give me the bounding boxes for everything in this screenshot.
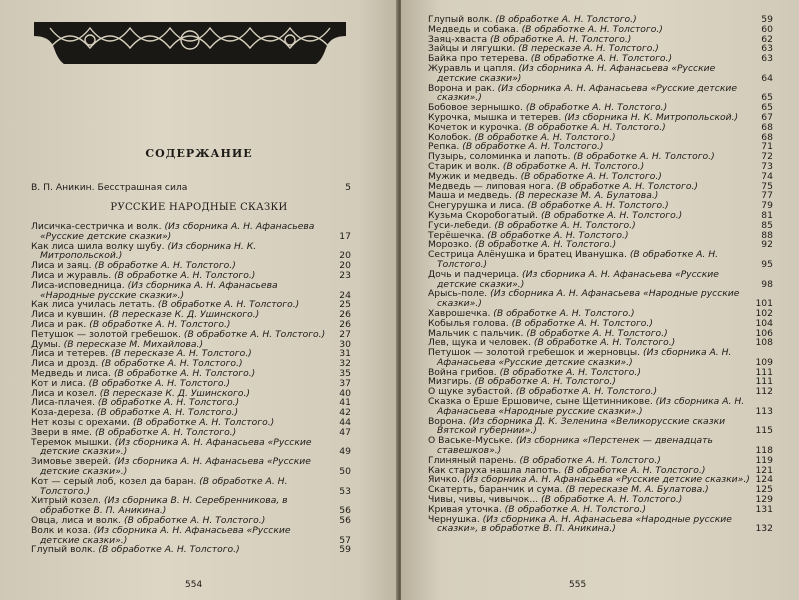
toc-entry (428, 515, 773, 535)
toc-entry-title (31, 496, 329, 516)
toc-entry (31, 496, 351, 516)
toc-entry-note: (В обработке А. Н. Толстого.) (538, 209, 683, 221)
toc-entry-note: (Из сборника «Перстенек — двенадцать ставешков».) (437, 435, 713, 457)
toc-entry-page: 65 (761, 92, 773, 104)
toc-entry-lead: Коза-дереза. (31, 407, 94, 419)
toc-entry-title (31, 222, 329, 242)
toc-entry-page: 31 (339, 348, 351, 360)
headpiece-ornament (30, 14, 350, 68)
toc-entry-lead: Чернушка. (428, 513, 480, 525)
page-number-left: 554 (185, 580, 203, 590)
toc-entry-lead: О щуке зубастой. (428, 386, 513, 398)
toc-entry-note: (В обработке А. Н. Толстого.) (499, 160, 645, 172)
toc-entry-page: 72 (761, 151, 773, 163)
toc-entry-page: 47 (339, 426, 351, 438)
toc-entry-note: (В обработке А. Н. Толстого.) (538, 494, 683, 506)
toc-entry-lead: Мизгирь. (428, 376, 472, 388)
toc-entry-note: (В пересказе К. Д. Ушинского.) (96, 387, 250, 399)
toc-entry (31, 457, 351, 477)
right-page (401, 0, 799, 600)
toc-entry-note: (В обработке А. Н. Толстого.) (459, 141, 604, 153)
toc-entry-note: (В обработке А. Н. Толстого.) (570, 151, 715, 163)
toc-entry-page: 112 (755, 386, 773, 398)
toc-entry-note: (В обработке А. Н. Толстого.) (471, 239, 617, 251)
toc-entry-note: (В обработке А. Н. Толстого.) (512, 386, 658, 398)
toc-entry-lead: Арысь-поле. (428, 288, 488, 300)
toc-entry-lead: Ворона и рак. (428, 82, 495, 94)
toc-entry-lead: Бобовое зернышко. (428, 102, 523, 114)
toc-entry-note: (Из сборника А. Н. Афанасьева «Русские детские сказки») (437, 62, 716, 84)
toc-entry-page: 111 (755, 366, 773, 378)
toc-entry-page: 30 (339, 338, 351, 350)
toc-entry-page: 60 (761, 23, 773, 35)
toc-entry-note: (В пересказе К. Д. Ушинского.) (106, 309, 260, 321)
left-page (0, 0, 398, 600)
toc-entry-note: (В обработке А. Н. Толстого.) (561, 464, 706, 476)
toc-entry-note: (В пересказе А. Н. Толстого.) (515, 43, 659, 55)
toc-entry-note: (В обработке А. Н. Толстого.) (92, 426, 237, 438)
toc-entry-note: (В обработке А. Н. Толстого.) (517, 170, 662, 182)
toc-entry-note: (Из сборника А. Н. Афанасьева «Русские детские сказки».) (40, 436, 312, 458)
toc-entry-lead: Лисичка-сестричка и волк. (31, 221, 162, 232)
toc-entry-lead: Медведь — липовая нога. (428, 180, 554, 192)
toc-entry-lead: Овца, лиса и волк. (31, 514, 122, 526)
toc-entry-lead: Маша и медведь. (428, 190, 513, 202)
toc-entry-lead: Зимовье зверей. (31, 456, 112, 468)
toc-entry-page: 17 (339, 230, 351, 242)
toc-entry-lead: Кобылья голова. (428, 317, 509, 329)
toc-entry-page: 20 (339, 250, 351, 262)
toc-entry-note: (Из сборника А. Н. Афанасьева «Русские детские сказки».) (437, 82, 737, 104)
toc-entry-note: (В обработке А. Н. Толстого.) (155, 299, 300, 311)
toc-entry-lead: Терёшечка. (428, 229, 485, 241)
toc-entry-page: 109 (755, 356, 773, 368)
toc-entry-page: 26 (339, 318, 351, 330)
toc-entry-lead: Дочь и падчерица. (428, 268, 520, 280)
toc-entry-note: (Из сборника А. Н. Афанасьева «Русские детские сказки».) (459, 474, 750, 486)
toc-entry-title (31, 477, 329, 497)
toc-entry-title (31, 281, 329, 301)
toc-entry-lead: Глупый волк. (31, 544, 96, 556)
toc-entry-lead: Мальчик с пальчик. (428, 327, 524, 339)
toc-entry-page: 65 (761, 102, 773, 114)
toc-entry (31, 545, 351, 555)
toc-entry-page: 113 (755, 405, 773, 417)
toc-entry-note: (В обработке А. Н. Толстого.) (471, 376, 616, 388)
toc-entry-title (31, 526, 329, 546)
toc-entry-note: (Из сборника А. Н. Афанасьева «Русские детские сказки».) (40, 524, 291, 546)
toc-entry-lead: Кот и лиса. (31, 377, 86, 389)
toc-entry-lead: Медведь и лиса. (31, 367, 112, 379)
toc-entry-lead: Нет козы с орехами. (31, 416, 131, 428)
toc-entry-lead: Кривая уточка. (428, 503, 502, 515)
toc-entry-lead: Лев, щука и человек. (428, 337, 532, 349)
toc-entry-lead: Звери в яме. (31, 426, 93, 438)
toc-entry-page: 25 (339, 299, 351, 311)
toc-entry-lead: Лиса и кувшин. (31, 309, 107, 321)
toc-entry-page: 98 (761, 278, 773, 290)
toc-entry-page: 102 (755, 307, 773, 319)
toc-entry-page: 32 (339, 358, 351, 370)
toc-entry-lead: Яичко. (428, 474, 460, 486)
toc-entry-lead: Петушок — золотой гребешок и жерновцы. (428, 347, 641, 359)
toc-entry-lead: Пузырь, соломинка и лапоть. (428, 151, 571, 163)
toc-entry-page: 50 (339, 465, 351, 477)
toc-entry-note: (В обработке А. Н. Толстого.) (490, 307, 635, 319)
toc-entry-page: 118 (755, 445, 773, 457)
toc-entry-note: (В обработке А. Н. Толстого.) (518, 23, 663, 35)
toc-entry-lead: Сказка о Ерше Ершовиче, сыне Щетинникове. (428, 396, 653, 408)
toc-entry-lead: Глупый волк. (428, 14, 493, 25)
toc-entry-lead: Сестрица Алёнушка и братец Иванушка. (428, 249, 627, 261)
toc-entry-note: (В обработке А. Н. Толстого.) (91, 260, 236, 272)
toc-entry-lead: Зайцы и лягушки. (428, 43, 516, 55)
toc-entry-page: 24 (339, 289, 351, 301)
toc-entry-page: 62 (761, 33, 773, 45)
toc-entry-page: 56 (339, 514, 351, 526)
toc-entry-lead: Как старуха нашла лапоть. (428, 464, 562, 476)
toc-entry-page: 125 (755, 484, 773, 496)
toc-entry-note: (В обработке А. Н. Толстого.) (86, 318, 231, 330)
toc-entry-note: (В обработке А. Н. Толстого.) (471, 131, 616, 143)
toc-entry-note: (В обработке А. Н. Толстого.) (501, 503, 646, 515)
left-toc-list (31, 222, 351, 555)
toc-entry-lead: Хитрый козел. (31, 495, 102, 507)
toc-entry-title (428, 436, 751, 456)
toc-entry-page: 20 (339, 260, 351, 272)
toc-entry-lead: Лиса и дрозд. (31, 358, 99, 370)
toc-entry-lead: Лиса и рак. (31, 318, 87, 330)
toc-entry-page: 44 (339, 416, 351, 428)
toc-entry-lead: Курочка, мышка и тетерев. (428, 111, 562, 123)
toc-entry-note: (В обработке А. Н. Толстого.) (508, 317, 653, 329)
toc-entry (428, 84, 773, 104)
toc-entry-note: (Из сборника А. Н. Афанасьева «Русские детские сказки») (40, 221, 315, 242)
toc-entry-lead: Теремок мышки. (31, 436, 112, 448)
toc-entry-page: 74 (761, 170, 773, 182)
toc-entry-page: 68 (761, 121, 773, 133)
toc-entry-note: (В пересказе А. Н. Толстого.) (108, 348, 252, 360)
toc-entry-page: 81 (761, 209, 773, 221)
toc-entry-lead: Журавль и цапля. (428, 62, 516, 74)
toc-entry-note: (В обработке А. Н. Толстого.) (523, 327, 668, 339)
toc-entry-page: 106 (755, 327, 773, 339)
toc-entry (31, 526, 351, 546)
toc-entry-note: (Из сборника А. Н. Афанасьева «Русские детские сказки».) (437, 347, 732, 368)
toc-entry (428, 289, 773, 309)
toc-entry-note: (В обработке А. Н. Толстого.) (121, 514, 266, 526)
right-toc-list (428, 15, 773, 534)
toc-entry-page: 75 (761, 180, 773, 192)
toc-entry-page: 92 (761, 239, 773, 251)
toc-entry-lead: Репка. (428, 141, 460, 153)
toc-entry-lead: Хаврошечка. (428, 307, 491, 319)
toc-entry-lead: Медведь и собака. (428, 23, 519, 35)
toc-entry-page: 68 (761, 131, 773, 143)
toc-entry-note: (В обработке А. Н. Толстого.) (111, 367, 256, 379)
toc-entry (428, 397, 773, 417)
toc-entry-lead: Лиса и заяц. (31, 260, 92, 272)
toc-entry (428, 250, 773, 270)
toc-entry-page: 124 (755, 474, 773, 486)
toc-entry-note: (Из сборника А. Н. Афанасьева «Народные русские сказки».) (437, 396, 745, 417)
toc-entry-page: 79 (761, 200, 773, 212)
toc-entry-page: 49 (339, 446, 351, 458)
toc-entry-note: (В обработке А. Н. Толстого.) (98, 358, 243, 370)
toc-entry (31, 242, 351, 262)
toc-entry (31, 477, 351, 497)
toc-entry-lead: Кочеток и курочка. (428, 121, 522, 133)
toc-entry-lead: Байка про тетерева. (428, 53, 528, 65)
toc-entry-title (428, 64, 751, 84)
toc-entry-page: 59 (339, 544, 351, 556)
toc-entry-title (428, 417, 751, 437)
toc-entry-page: 63 (761, 53, 773, 65)
toc-entry-note: (В обработке А. Н. Толстого.) (524, 200, 669, 212)
toc-entry-lead: Гуси-лебеди. (428, 219, 492, 231)
intro-entry (31, 182, 351, 193)
intro-page: 5 (345, 182, 351, 193)
toc-entry-note: (Из сборника А. Н. Афанасьева «Народные русские сказки», в обработке В. П. Аникина.) (437, 513, 732, 535)
toc-entry-note: (Из сборника А. Н. Афанасьева «Народные русские сказки».) (40, 279, 278, 301)
toc-entry-lead: Как лиса училась летать. (31, 299, 155, 311)
toc-entry-note: (Из сборника В. Н. Серебренникова, в обработке В. П. Аникина.) (40, 495, 288, 517)
toc-entry-lead: Ворона. (428, 415, 466, 427)
toc-entry-note: (В пересказе М. А. Булатова.) (512, 190, 659, 202)
toc-entry-title (428, 270, 751, 290)
toc-entry-lead: Лиса и журавль. (31, 269, 112, 281)
toc-entry-page: 111 (755, 376, 773, 388)
toc-entry-lead: Заяц-хваста (428, 33, 488, 45)
toc-entry-note: (В пересказе М. А. Булатова.) (562, 484, 709, 496)
toc-entry-page: 104 (755, 317, 773, 329)
toc-entry-page: 59 (761, 14, 773, 25)
toc-entry-note: (Из сборника Н. К. Митропольской.) (561, 111, 739, 123)
toc-entry-lead: Морозко. (428, 239, 472, 251)
toc-entry-page: 37 (339, 377, 351, 389)
toc-entry-lead: О Ваське-Муське. (428, 435, 514, 447)
toc-entry-note: (В обработке А. Н. Толстого.) (94, 397, 240, 409)
page-number-right: 555 (569, 580, 587, 590)
toc-entry-lead: Война грибов. (428, 366, 497, 378)
toc-entry-note: (В обработке А. Н. Толстого.) (85, 377, 230, 389)
toc-entry-page: 27 (339, 328, 351, 340)
toc-entry-page: 23 (339, 269, 351, 281)
toc-entry-page: 63 (761, 43, 773, 55)
toc-entry (31, 222, 351, 242)
toc-entry-note: (Из сборника А. Н. Афанасьева «Народные русские сказки».) (437, 288, 740, 310)
toc-entry-title (31, 457, 329, 477)
toc-entry-page: 88 (761, 229, 773, 241)
toc-entry-lead: Лиса-исповедница. (31, 279, 125, 291)
toc-entry-lead: Скатерть, баранчик и сума. (428, 484, 563, 496)
toc-entry-lead: Кот — серый лоб, козел да баран. (31, 475, 197, 487)
toc-entry-note: (В обработке А. Н. Толстого.) (111, 269, 256, 281)
toc-entry-page: 101 (755, 298, 773, 310)
toc-entry-lead: Кузьма Скоробогатый. (428, 209, 539, 221)
toc-entry-page: 131 (755, 503, 773, 515)
toc-entry-page: 35 (339, 367, 351, 379)
toc-entry-page: 85 (761, 219, 773, 231)
toc-entry-note: (В обработке А. Н. Толстого.) (521, 121, 666, 133)
toc-entry-title (31, 438, 329, 458)
toc-entry-page: 71 (761, 141, 773, 153)
toc-entry-note: (В пересказе М. Михайлова.) (60, 338, 204, 350)
toc-entry-page: 108 (755, 337, 773, 349)
toc-entry-lead: Думы. (31, 338, 61, 350)
toc-entry-lead: Колобок. (428, 131, 472, 143)
toc-entry-title (428, 84, 751, 104)
toc-entry-page: 129 (755, 494, 773, 506)
toc-entry-note: (В обработке А. Н. Толстого.) (180, 328, 326, 340)
toc-entry-note: (В обработке А. Н. Толстого.) (484, 229, 629, 241)
toc-entry-page: 53 (339, 485, 351, 497)
toc-entry-title (31, 545, 329, 555)
toc-entry-page: 132 (755, 523, 773, 535)
toc-entry-title (428, 348, 751, 368)
toc-entry-note: (В обработке А. Н. Толстого.) (531, 337, 676, 349)
toc-entry-page: 67 (761, 111, 773, 123)
toc-entry (428, 270, 773, 290)
toc-entry-note: (В обработке А. Н. Толстого.) (487, 33, 632, 45)
toc-entry-title (31, 242, 329, 262)
toc-entry-page: 56 (339, 505, 351, 517)
toc-entry-note: (В обработке А. Н. Толстого.) (130, 416, 275, 428)
toc-entry (428, 64, 773, 84)
toc-entry-page: 64 (761, 72, 773, 84)
toc-entry (31, 438, 351, 458)
toc-entry-lead: Как лиса шила волку шубу. (31, 240, 165, 252)
toc-entry-title (428, 397, 751, 417)
toc-entry-note: (Из сборника А. Н. Афанасьева «Русские детские сказки».) (40, 456, 311, 477)
intro-text: В. П. Аникин. Бесстрашная сила (31, 182, 188, 193)
toc-entry-page: 73 (761, 160, 773, 172)
toc-entry-note: (В обработке А. Н. Толстого.) (516, 454, 661, 466)
toc-entry (428, 348, 773, 368)
toc-entry-note: (В обработке А. Н. Толстого.) (40, 475, 288, 497)
toc-entry-page: 95 (761, 258, 773, 270)
toc-entry-note: (Из сборника Н. К. Митропольской.) (40, 240, 257, 262)
section-heading: РУССКИЕ НАРОДНЫЕ СКАЗКИ (110, 202, 288, 213)
toc-entry (31, 281, 351, 301)
toc-entry-lead: Глиняный парень. (428, 454, 517, 466)
toc-entry-page: 40 (339, 387, 351, 399)
toc-entry-lead: Лиса-плачея. (31, 397, 95, 409)
toc-entry-page: 119 (755, 454, 773, 466)
toc-title: СОДЕРЖАНИЕ (145, 147, 253, 160)
toc-entry-page: 42 (339, 407, 351, 419)
toc-entry-title (428, 250, 751, 270)
toc-entry-page: 77 (761, 190, 773, 202)
toc-entry-note: (В обработке А. Н. Толстого.) (93, 407, 239, 419)
toc-entry-page: 41 (339, 397, 351, 409)
toc-entry-title (428, 289, 751, 309)
toc-entry-note: (В обработке А. Н. Толстого.) (553, 180, 698, 192)
toc-entry-note: (В обработке А. Н. Толстого.) (522, 102, 668, 114)
toc-entry-note: (В обработке А. Н. Толстого.) (491, 219, 636, 231)
toc-entry-lead: Чивы, чивы, чивычок... (428, 494, 539, 506)
toc-entry-page: 115 (755, 425, 773, 437)
toc-entry-lead: Волк и коза. (31, 524, 91, 536)
toc-entry-lead: Снегурушка и лиса. (428, 200, 525, 212)
toc-entry-note: (В обработке А. Н. Толстого.) (496, 366, 641, 378)
toc-entry-note: (В обработке А. Н. Толстого.) (492, 14, 637, 25)
toc-entry-lead: Петушок — золотой гребешок. (31, 328, 181, 340)
toc-entry-page: 57 (339, 534, 351, 546)
toc-entry-note: (В обработке А. Н. Толстого.) (95, 544, 240, 556)
toc-entry-note: (Из сборника А. Н. Афанасьева «Русские детские сказки».) (437, 268, 719, 290)
toc-entry-note: (Из сборника Д. К. Зеленина «Великорусские сказки Вятской губернии».) (437, 415, 726, 437)
toc-entry (428, 436, 773, 456)
toc-entry (428, 417, 773, 437)
toc-entry-title (428, 515, 751, 535)
toc-entry-note: (В обработке А. Н. Толстого.) (527, 53, 673, 65)
toc-entry-lead: Лиса и тетерев. (31, 348, 109, 360)
toc-entry-page: 26 (339, 309, 351, 321)
toc-entry-note: (В обработке А. Н. Толстого.) (437, 249, 719, 270)
toc-entry-lead: Лиса и козел. (31, 387, 97, 399)
toc-entry-lead: Старик и волк. (428, 160, 500, 172)
toc-entry-lead: Мужик и медведь. (428, 170, 518, 182)
toc-entry-page: 121 (755, 464, 773, 476)
